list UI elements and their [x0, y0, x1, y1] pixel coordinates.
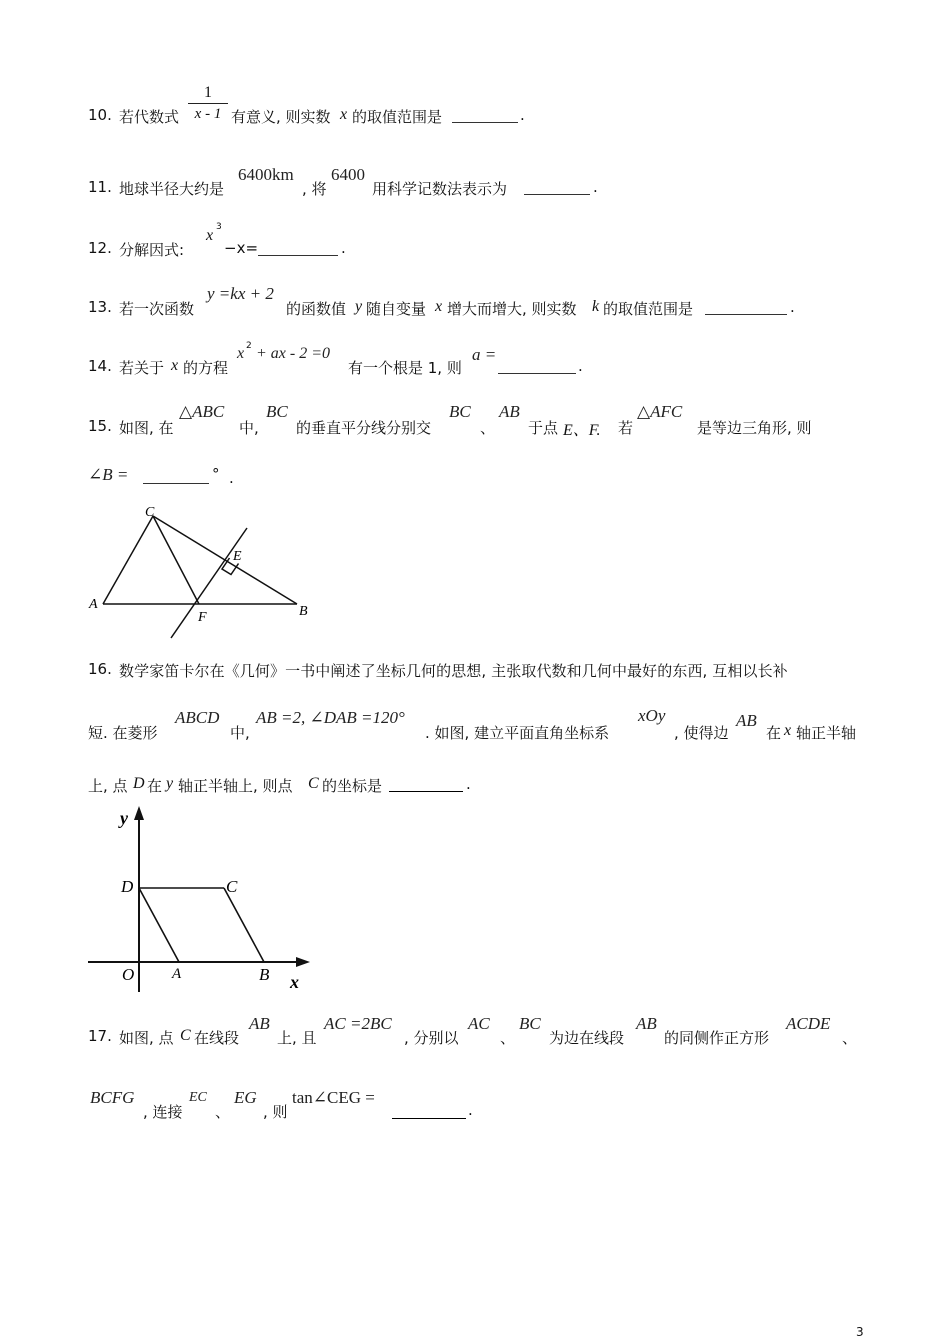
- math-variable: x: [340, 106, 348, 123]
- question-text: 轴正半轴: [796, 724, 857, 742]
- question-text: 如图, 点: [119, 1029, 174, 1047]
- question-text: 为边在线段: [549, 1029, 625, 1047]
- question-number: 10.: [88, 106, 112, 124]
- question-text: 的方程: [183, 359, 229, 377]
- math-point: D: [133, 775, 145, 792]
- math-variable: x: [237, 345, 245, 362]
- degree-symbol: °: [212, 465, 220, 483]
- label-b: B: [299, 604, 308, 619]
- math-value: 6400km: [238, 165, 294, 184]
- math-expression: −x=: [224, 239, 259, 257]
- math-value: 6400: [331, 165, 365, 184]
- question-text: 的取值范围是: [603, 300, 694, 318]
- answer-blank[interactable]: [452, 108, 518, 123]
- math-condition: AC =2BC: [324, 1014, 392, 1033]
- question-text: 分解因式:: [119, 241, 185, 259]
- math-angle: ∠B =: [88, 465, 129, 484]
- separator: 、: [480, 419, 496, 437]
- answer-blank[interactable]: [389, 777, 463, 792]
- y-axis-arrow: [134, 806, 144, 820]
- math-variable: x: [171, 357, 179, 374]
- period: .: [229, 469, 234, 487]
- question-text: 如图, 在: [119, 419, 174, 437]
- question-text: 若一次函数: [119, 300, 195, 318]
- question-number: 12.: [88, 239, 112, 257]
- label-x-axis: x: [290, 972, 299, 992]
- question-text: , 将: [302, 180, 327, 198]
- math-square: ACDE: [786, 1014, 831, 1033]
- answer-blank[interactable]: [524, 180, 590, 195]
- question-text: . 如图, 建立平面直角坐标系: [425, 724, 610, 742]
- label-y-axis: y: [120, 808, 128, 828]
- question-number: 17.: [88, 1027, 112, 1045]
- separator: 、: [500, 1029, 516, 1047]
- question-text: 随自变量: [366, 300, 427, 318]
- question-text: 上, 且: [277, 1029, 317, 1047]
- question-text: 的垂直平分线分别交: [296, 419, 432, 437]
- question-text: 若: [618, 419, 634, 437]
- question-text: 有意义, 则实数: [231, 108, 331, 126]
- question-text: 轴正半轴上, 则点: [178, 777, 293, 795]
- question-text: 中,: [239, 419, 259, 437]
- math-segment: BC: [266, 402, 288, 421]
- math-rhombus: ABCD: [175, 708, 220, 727]
- question-text: , 使得边: [674, 724, 729, 742]
- question-text: 地球半径大约是: [119, 180, 225, 198]
- math-segment: AB: [636, 1014, 657, 1033]
- math-triangle: △ABC: [179, 402, 225, 421]
- period: .: [593, 178, 598, 196]
- period: .: [520, 106, 525, 124]
- question-text: 若代数式: [119, 108, 180, 126]
- math-triangle: △AFC: [637, 402, 683, 421]
- math-condition: AB =2, ∠DAB =120°: [256, 708, 405, 727]
- period: .: [790, 298, 795, 316]
- fraction-bar: [188, 103, 228, 104]
- math-segment: AB: [249, 1014, 270, 1033]
- period: .: [468, 1101, 473, 1119]
- question-text: 于点: [528, 419, 559, 437]
- question-text: 中,: [230, 724, 250, 742]
- fraction-numerator: 1: [204, 84, 212, 101]
- question-text: 的取值范围是: [352, 108, 443, 126]
- math-segment: BC: [449, 402, 471, 421]
- label-a: A: [172, 966, 182, 982]
- question-text: , 则: [263, 1103, 288, 1121]
- question-text: 在: [766, 724, 782, 742]
- math-segment: AB: [499, 402, 520, 421]
- math-expression: tan∠CEG =: [292, 1088, 375, 1107]
- question-text: 的坐标是: [322, 777, 383, 795]
- math-equation: + ax - 2 =0: [256, 345, 331, 362]
- question-number: 11.: [88, 178, 112, 196]
- math-variable: x: [784, 722, 792, 739]
- label-e: E: [233, 549, 242, 564]
- answer-blank[interactable]: [143, 469, 209, 484]
- math-point: C: [308, 775, 319, 792]
- perpendicular-bisector: [171, 528, 247, 638]
- question-number: 16.: [88, 660, 112, 678]
- question-text: 用科学记数法表示为: [372, 180, 508, 198]
- question-number: 14.: [88, 357, 112, 375]
- question-text: 在: [147, 777, 163, 795]
- label-c: C: [145, 505, 155, 520]
- math-segment: AB: [736, 711, 757, 730]
- label-f: F: [198, 610, 207, 625]
- triangle-figure: [85, 500, 325, 642]
- question-text: 是等边三角形, 则: [697, 419, 812, 437]
- question-text: 的函数值: [286, 300, 347, 318]
- separator: 、: [842, 1029, 858, 1047]
- math-variable: y: [355, 298, 363, 315]
- answer-blank[interactable]: [392, 1104, 466, 1119]
- segment-ac: [103, 516, 153, 604]
- label-b: B: [259, 965, 270, 984]
- segment-da: [139, 888, 179, 962]
- math-square: BCFG: [90, 1088, 135, 1107]
- answer-blank[interactable]: [705, 300, 787, 315]
- math-expression: a =: [472, 345, 497, 364]
- separator: 、: [215, 1103, 231, 1121]
- answer-blank[interactable]: [498, 359, 576, 374]
- math-coordinate-system: xOy: [638, 706, 666, 725]
- coordinate-figure: [88, 802, 318, 994]
- question-text: 数学家笛卡尔在《几何》一书中阐述了坐标几何的思想, 主张取代数和几何中最好的东西, 互相以长补: [119, 662, 788, 680]
- question-text: 有一个根是 1, 则: [348, 359, 462, 377]
- question-text: 增大而增大, 则实数: [447, 300, 577, 318]
- math-function: y =kx + 2: [207, 284, 274, 303]
- math-segment: AC: [468, 1014, 490, 1033]
- math-variable: x: [435, 298, 443, 315]
- page-number: 3: [856, 1325, 864, 1339]
- question-text: 短. 在菱形: [88, 724, 158, 742]
- label-d: D: [121, 877, 134, 896]
- math-points: E、F.: [563, 422, 601, 439]
- question-text: , 分别以: [404, 1029, 459, 1047]
- fraction-denominator: x - 1: [194, 106, 222, 122]
- period: .: [341, 239, 346, 257]
- question-text: 的同侧作正方形: [664, 1029, 770, 1047]
- period: .: [466, 775, 471, 793]
- question-number: 13.: [88, 298, 112, 316]
- period: .: [578, 357, 583, 375]
- math-variable: y: [166, 775, 174, 792]
- math-segment: EC: [189, 1090, 207, 1105]
- math-variable: k: [592, 298, 600, 315]
- math-segment: EG: [234, 1088, 257, 1107]
- answer-blank[interactable]: [258, 241, 338, 256]
- segment-cb: [224, 888, 264, 962]
- math-variable: x: [206, 227, 214, 244]
- label-a: A: [89, 597, 98, 612]
- question-text: 在线段: [194, 1029, 240, 1047]
- math-point: C: [180, 1027, 191, 1044]
- question-number: 15.: [88, 417, 112, 435]
- question-text: 若关于: [119, 359, 165, 377]
- label-c: C: [226, 877, 238, 896]
- math-exponent: 2: [246, 341, 252, 351]
- x-axis-arrow: [296, 957, 310, 967]
- math-segment: BC: [519, 1014, 541, 1033]
- math-exponent: 3: [216, 222, 222, 232]
- label-o: O: [122, 965, 135, 984]
- question-text: , 连接: [143, 1103, 183, 1121]
- question-text: 上, 点: [88, 777, 128, 795]
